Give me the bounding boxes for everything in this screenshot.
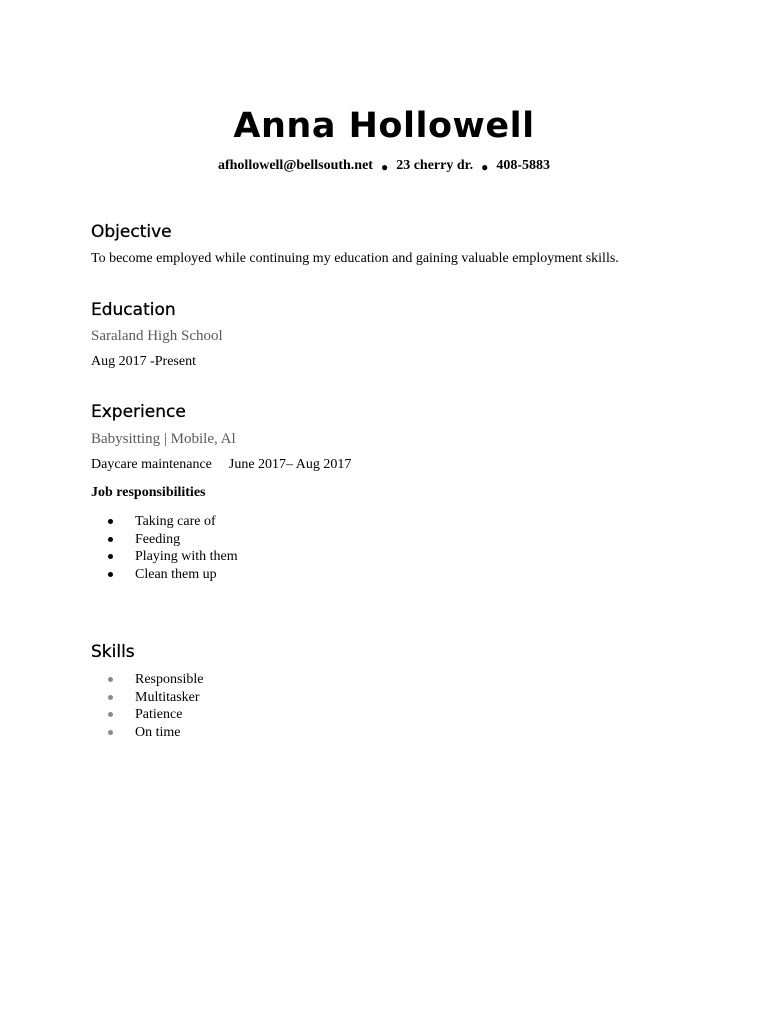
bullet-icon	[108, 572, 113, 577]
list-item: Clean them up	[108, 566, 238, 584]
contact-line	[0, 155, 768, 176]
list-item: On time	[108, 724, 203, 742]
list-item: Multitasker	[108, 689, 203, 707]
contact-address: 23 cherry dr.	[396, 158, 474, 173]
experience-dates: June 2017– Aug 2017	[228, 457, 352, 472]
experience-role-line	[91, 455, 351, 475]
experience-job-title: Babysitting | Mobile, Al	[91, 431, 236, 447]
bullet-icon	[108, 554, 113, 559]
responsibilities-list	[108, 513, 238, 583]
education-dates: Aug 2017 -Present	[91, 354, 196, 369]
list-item: Taking care of	[108, 513, 238, 531]
list-item: Feeding	[108, 531, 238, 549]
bullet-icon	[108, 537, 113, 542]
responsibilities-heading: Job responsibilities	[91, 485, 206, 500]
contact-email: afhollowell@bellsouth.net	[217, 158, 373, 173]
experience-role: Daycare maintenance	[91, 457, 212, 472]
list-item: Playing with them	[108, 548, 238, 566]
skills-list	[108, 671, 203, 741]
bullet-separator-icon: ●	[380, 160, 389, 174]
objective-text: To become employed while continuing my education and gaining valuable employment skills.	[91, 251, 619, 266]
bullet-icon	[108, 677, 113, 682]
bullet-separator-icon: ●	[481, 160, 489, 174]
bullet-icon	[108, 519, 113, 524]
skills-heading: Skills	[91, 642, 135, 662]
bullet-icon	[108, 695, 113, 700]
objective-heading: Objective	[91, 222, 172, 242]
list-item: Responsible	[108, 671, 203, 689]
education-school: Saraland High School	[91, 328, 223, 344]
experience-heading: Experience	[91, 402, 186, 422]
list-item: Patience	[108, 706, 203, 724]
education-heading: Education	[91, 300, 176, 320]
resume-name: Anna Hollowell	[233, 106, 535, 146]
bullet-icon	[108, 712, 113, 717]
bullet-icon	[108, 730, 113, 735]
contact-phone: 408-5883	[496, 158, 550, 173]
